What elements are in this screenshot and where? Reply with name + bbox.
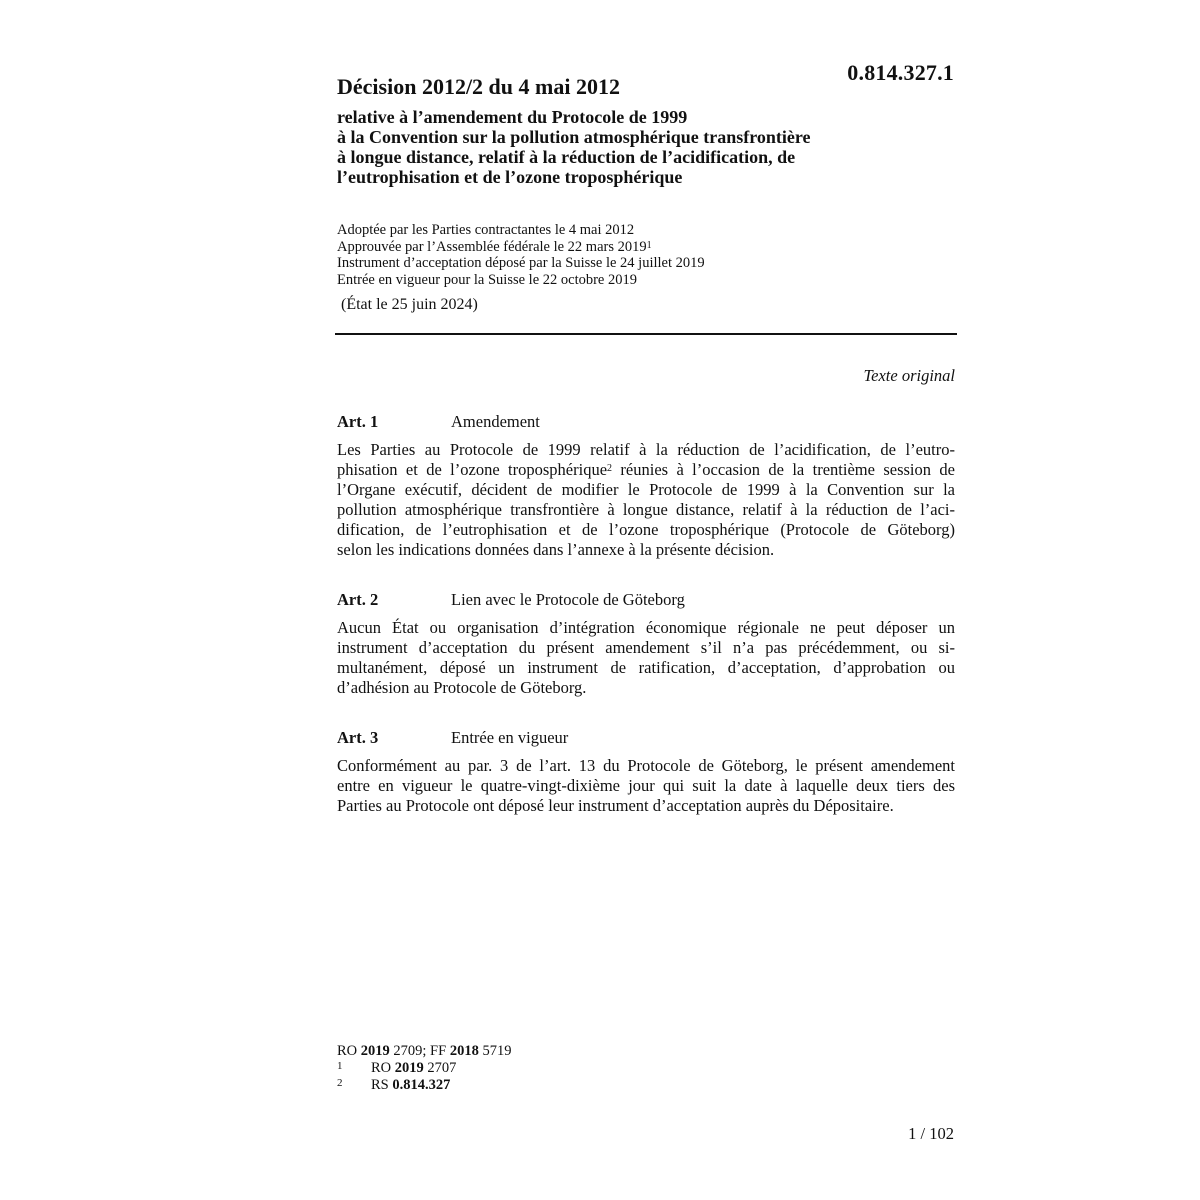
article-title: Entrée en vigueur	[451, 728, 569, 747]
article-3	[337, 728, 955, 816]
body-line: multanément, déposé un instrument de ratification, d’acceptation, d’approbation ou	[337, 658, 955, 677]
source-reference	[337, 1043, 511, 1060]
article-heading	[337, 590, 955, 612]
article-body	[337, 440, 955, 560]
page-number: 1 / 102	[908, 1124, 954, 1143]
footnote-mark: 2	[337, 1077, 343, 1089]
footnotes	[337, 1043, 511, 1094]
instrument-line: Instrument d’acceptation déposé par la Suisse le 24 juillet 2019	[337, 255, 705, 271]
subtitle-line: à la Convention sur la pollution atmosphérique transfrontière	[337, 127, 811, 147]
article-body	[337, 756, 955, 816]
article-number: Art. 2	[337, 590, 379, 609]
footnote-text	[371, 1077, 450, 1094]
footnote-suffix: 2707	[423, 1060, 457, 1076]
footnote-bold: 2019	[394, 1060, 424, 1076]
body-line: Parties au Protocole ont déposé leur instrument d’acceptation auprès du Dépositaire.	[337, 796, 894, 815]
footnote-text	[371, 1060, 456, 1077]
article-number: Art. 3	[337, 728, 379, 747]
article-title: Amendement	[451, 412, 540, 431]
footnote-mark: 1	[337, 1060, 343, 1072]
body-line: entre en vigueur le quatre-vingt-dixième jour qui suit la date à laquelle deux tiers des	[337, 776, 955, 795]
adoption-block	[337, 222, 705, 288]
state-date: (État le 25 juin 2024)	[341, 296, 478, 313]
body-line: selon les indications données dans l’annexe à la présente décision.	[337, 540, 775, 559]
original-text-label: Texte original	[863, 366, 955, 385]
ro-year: 2019	[360, 1043, 390, 1059]
decision-title: Décision 2012/2 du 4 mai 2012	[337, 74, 620, 99]
article-number: Art. 1	[337, 412, 379, 431]
article-heading	[337, 412, 955, 434]
doc-number: 0.814.327.1	[847, 60, 954, 85]
article-1	[337, 412, 955, 560]
subtitle-line: à longue distance, relatif à la réduction de l’acidification, de	[337, 147, 796, 167]
footnote-prefix: RS	[371, 1077, 393, 1093]
subtitle-line: l’eutrophisation et de l’ozone troposphérique	[337, 167, 683, 187]
article-body	[337, 618, 955, 698]
body-line: dification, de l’eutrophisation et de l’ozone troposphérique (Protocole de Göteborg)	[337, 520, 955, 539]
article-heading	[337, 728, 955, 750]
body-line: instrument d’acceptation du présent amendement s’il n’a pas précédemment, ou si-	[337, 638, 955, 657]
footnote-bold: 0.814.327	[392, 1077, 451, 1093]
body-line	[337, 460, 955, 480]
approval-line	[337, 239, 705, 256]
footnote-1	[337, 1060, 511, 1077]
ff-page: 5719	[478, 1043, 512, 1059]
body-line: Conformément au par. 3 de l’art. 13 du Protocole de Göteborg, le présent amendement	[337, 756, 955, 775]
footnote-prefix: RO	[371, 1060, 395, 1076]
ro-label: RO	[337, 1043, 361, 1059]
body-line: l’Organe exécutif, décident de modifier le Protocole de 1999 à la Convention sur la	[337, 480, 955, 499]
footnote-2	[337, 1077, 511, 1094]
body-text: phisation et de l’ozone troposphérique	[337, 460, 608, 479]
footnote-ref[interactable]: 1	[646, 239, 652, 251]
decision-subtitle	[337, 107, 897, 187]
footnote-ref[interactable]: 2	[607, 463, 613, 474]
body-line: pollution atmosphérique transfrontière à longue distance, relatif à la réduction de l’aci-	[337, 500, 955, 519]
article-2	[337, 590, 955, 698]
header-divider	[335, 333, 957, 335]
body-line: Aucun État ou organisation d’intégration économique régionale ne peut déposer un	[337, 618, 955, 637]
body-line: d’adhésion au Protocole de Göteborg.	[337, 678, 587, 697]
body-line: Les Parties au Protocole de 1999 relatif à la réduction de l’acidification, de l’eutro-	[337, 440, 955, 459]
approval-text: Approuvée par l’Assemblée fédérale le 22 mars 2019	[337, 238, 647, 255]
subtitle-line: relative à l’amendement du Protocole de 1999	[337, 107, 688, 127]
body-text: réunies à l’occasion de la trentième session de	[612, 460, 955, 479]
article-title: Lien avec le Protocole de Göteborg	[451, 590, 685, 609]
ff-year: 2018	[449, 1043, 479, 1059]
entry-into-force-line: Entrée en vigueur pour la Suisse le 22 octobre 2019	[337, 271, 637, 288]
ro-page: 2709; FF	[389, 1043, 450, 1059]
adoption-line: Adoptée par les Parties contractantes le 4 mai 2012	[337, 222, 635, 238]
